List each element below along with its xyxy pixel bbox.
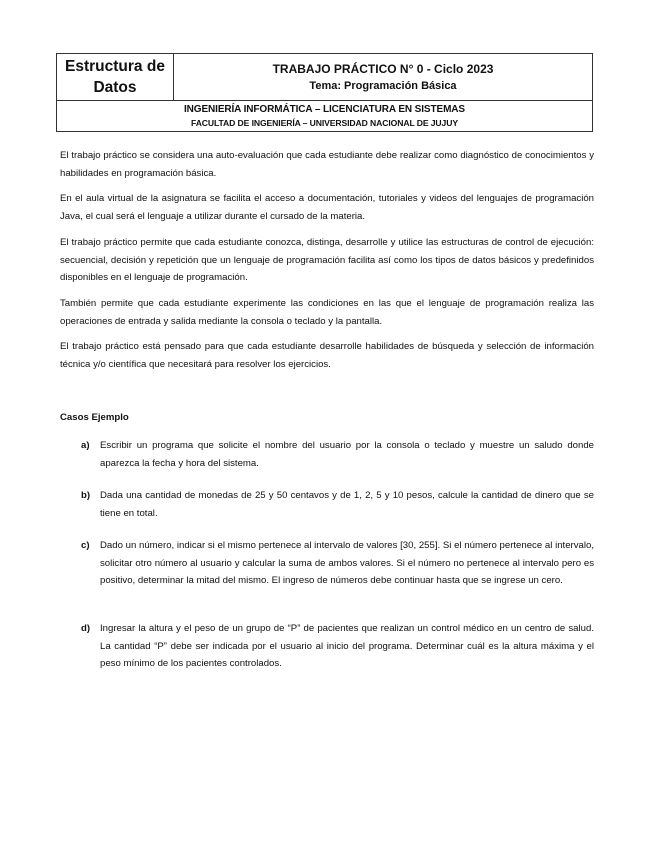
- intro-paragraph-text: El trabajo práctico se considera una auto-evaluación que cada estudiante debe realizar como diagnóstico de conocimientos y habilidades en programación básica.: [60, 150, 594, 179]
- intro-paragraph: [60, 190, 594, 225]
- header-table: [56, 53, 593, 132]
- intro-paragraph: [60, 234, 594, 287]
- career-line: INGENIERÍA INFORMÁTICA – LICENCIATURA EN SISTEMAS: [183, 103, 466, 115]
- institution-cell: [57, 101, 593, 132]
- subject-cell: [57, 54, 174, 101]
- title-cell: [174, 54, 593, 101]
- case-item: [60, 537, 594, 590]
- case-letter: a): [81, 440, 90, 451]
- case-text: Ingresar la altura y el peso de un grupo de “P” de pacientes que realizan un control médico en un centro de salud. La cantidad “P” debe ser indicada por el usuario al inicio del programa. Determinar cuál es la altura máxima y el peso mínimo de los pacientes controlados.: [100, 623, 594, 670]
- cases-heading: Casos Ejemplo: [60, 412, 129, 423]
- case-text: Dada una cantidad de monedas de 25 y 50 centavos y de 1, 2, 5 y 10 pesos, calcule la cantidad de dinero que se tiene en total.: [100, 490, 594, 519]
- case-text: Escribir un programa que solicite el nombre del usuario por la consola o teclado y muestre un saludo donde aparezca la fecha y hora del sistema.: [100, 440, 594, 469]
- intro-paragraph-text: En el aula virtual de la asignatura se facilita el acceso a documentación, tutoriales y videos del lenguajes de programación Java, el cual será el lenguaje a utilizar durante el cursado de la materia.: [60, 193, 594, 222]
- case-item: [60, 437, 594, 472]
- intro-paragraph: [60, 147, 594, 182]
- intro-paragraph-text: El trabajo práctico permite que cada estudiante conozca, distinga, desarrolle y utilice las estructuras de control de ejecución: secuencial, decisión y repetición que un lenguaje de programación facilita así como los tipos de datos básicos y predefinidos disponibles en el lenguaje de programación.: [60, 237, 594, 284]
- intro-paragraph-text: También permite que cada estudiante experimente las condiciones en las que el lenguaje de programación realiza las operaciones de entrada y salida mediante la consola o teclado y la pantalla.: [60, 298, 594, 327]
- subject-name: Estructura de Datos: [65, 58, 165, 96]
- case-item: [60, 620, 594, 673]
- assignment-title: TRABAJO PRÁCTICO N° 0 - Ciclo 2023: [272, 61, 494, 76]
- case-item: [60, 487, 594, 522]
- assignment-topic: Tema: Programación Básica: [309, 79, 457, 92]
- case-letter: d): [81, 623, 91, 634]
- intro-paragraph: [60, 338, 594, 373]
- case-text: Dado un número, indicar si el mismo pertenece al intervalo de valores [30, 255]. Si el número pertenece al intervalo, solicitar otro número al usuario y calcular la suma de ambos valores. Si el número no pertenece al intervalo pero es positivo, determinar la mitad del mismo. El ingreso de números debe continuar hasta que se ingrese un cero.: [100, 540, 594, 587]
- case-letter: b): [81, 490, 91, 501]
- case-letter: c): [81, 540, 90, 551]
- intro-paragraph: [60, 295, 594, 330]
- intro-paragraph-text: El trabajo práctico está pensado para que cada estudiante desarrolle habilidades de búsqueda y selección de información técnica y/o científica que necesitará para resolver los ejercicios.: [60, 341, 594, 370]
- faculty-line: FACULTAD DE INGENIERÍA – UNIVERSIDAD NACIONAL DE JUJUY: [191, 117, 458, 128]
